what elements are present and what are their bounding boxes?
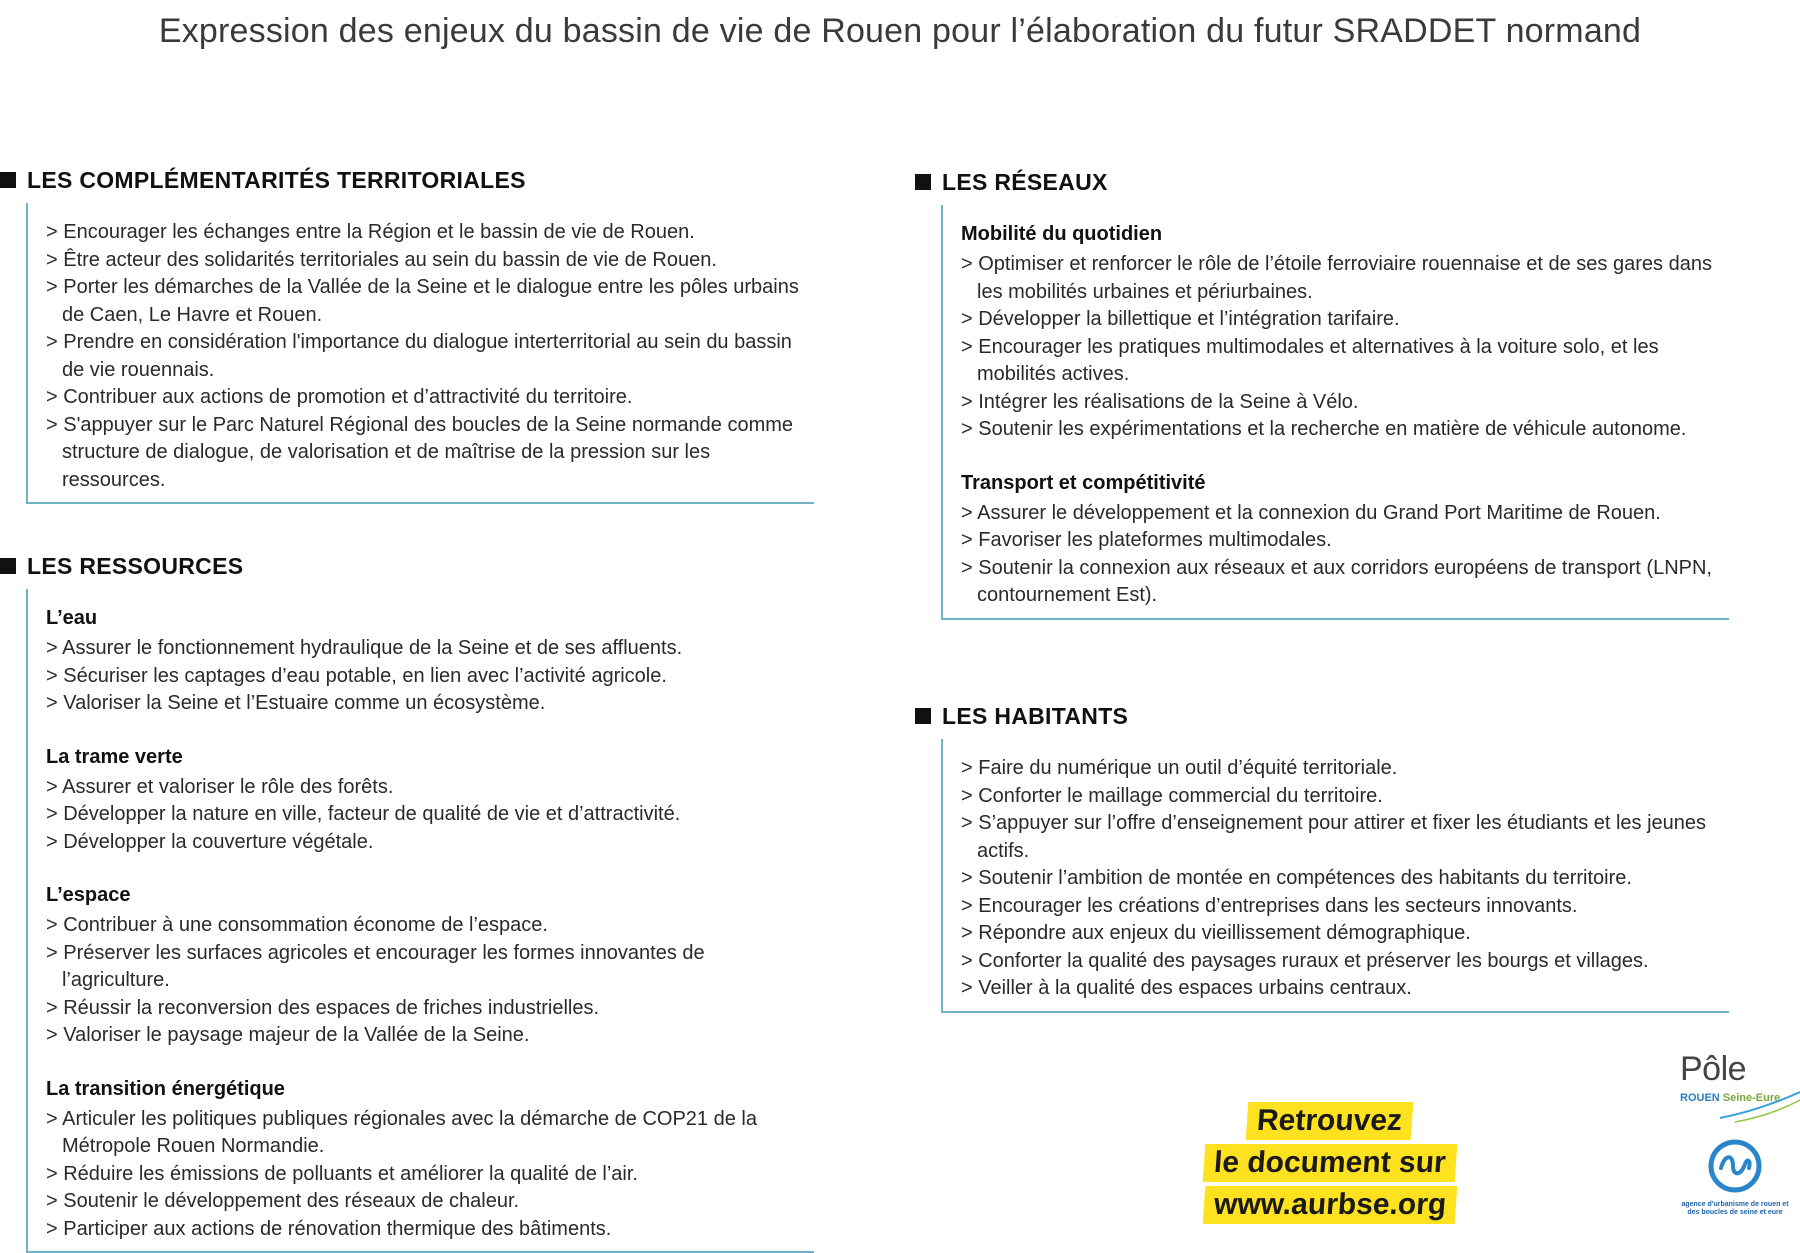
- list-item: > Conforter la qualité des paysages ruraux et préserver les bourgs et villages.: [961, 949, 1649, 972]
- section-heading: [915, 701, 1775, 731]
- list-item: > Valoriser la Seine et l’Estuaire comme un écosystème.: [46, 692, 546, 714]
- list-item: > Répondre aux enjeux du vieillissement démographique.: [961, 922, 1471, 944]
- subsection-eau: [46, 605, 814, 718]
- promo-line: Retrouvez: [1246, 1102, 1414, 1140]
- subsection-title: L’eau: [46, 607, 98, 629]
- section-complementarites: [0, 165, 815, 504]
- list-item: > Porter les démarches de la Vallée de la Seine et le dialogue entre les pôles urbains de Caen, Le Havre et Rouen.: [46, 276, 799, 326]
- wave-icon: [1680, 1050, 1800, 1125]
- list-item: > Veiller à la qualité des espaces urbains centraux.: [961, 977, 1412, 999]
- list-item: > Prendre en considération l'importance du dialogue interterritorial au sein du bassin de vie rouennais.: [46, 331, 792, 381]
- section-heading-text: LES COMPLÉMENTARITÉS TERRITORIALES: [27, 166, 526, 193]
- subsection-transport: [961, 470, 1729, 610]
- item-list: [46, 219, 814, 494]
- subsection-title: La transition énergétique: [46, 1077, 285, 1100]
- list-item: > Conforter le maillage commercial du territoire.: [961, 784, 1383, 807]
- section-heading-text: LES RÉSEAUX: [942, 168, 1108, 195]
- pole-rouen-logo: [1680, 1050, 1800, 1125]
- pole-logo-rouen: ROUEN: [1680, 1092, 1720, 1104]
- list-item: > Soutenir les expérimentations et la recherche en matière de véhicule autonome.: [961, 418, 1687, 440]
- section-box: [26, 589, 814, 1253]
- section-ressources: [0, 551, 815, 1253]
- square-bullet-icon: [0, 558, 16, 574]
- item-list: [961, 755, 1729, 1003]
- promo-link[interactable]: [1200, 1100, 1460, 1226]
- subsection-title: L’espace: [46, 884, 131, 906]
- section-box: [941, 205, 1729, 620]
- promo-url[interactable]: www.aurbse.org: [1203, 1186, 1458, 1224]
- list-item: > Optimiser et renforcer le rôle de l’étoile ferroviaire rouennaise et de ses gares dans les mobilités urbaines et périurbaines.: [961, 253, 1712, 303]
- list-item: > S'appuyer sur le Parc Naturel Régional des boucles de la Seine normande comme structure de dialogue, de valorisation et de maîtrise de la pression sur les ressources.: [46, 413, 794, 491]
- list-item: > Assurer le développement et la connexion du Grand Port Maritime de Rouen.: [961, 501, 1661, 524]
- list-item: > Réduire les émissions de polluants et améliorer la qualité de l’air.: [46, 1162, 638, 1185]
- aurbse-emblem-icon: [1707, 1138, 1763, 1194]
- square-bullet-icon: [915, 708, 931, 724]
- subsection-title: Transport et compétitivité: [961, 471, 1206, 494]
- section-reseaux: [915, 167, 1775, 620]
- aurbse-logo: [1675, 1138, 1795, 1237]
- list-item: > Favoriser les plateformes multimodales.: [961, 529, 1332, 551]
- pole-logo-seine-eure: Seine-Eure: [1722, 1092, 1781, 1104]
- list-item: > Être acteur des solidarités territoriales au sein du bassin de vie de Rouen.: [46, 248, 717, 271]
- aurbse-caption: agence d'urbanisme de rouen et des boucles de seine et eure: [1681, 1201, 1789, 1216]
- subsection-title: Mobilité du quotidien: [961, 223, 1163, 245]
- square-bullet-icon: [915, 174, 931, 190]
- list-item: > Assurer le fonctionnement hydraulique de la Seine et de ses affluents.: [46, 637, 683, 659]
- list-item: > Contribuer à une consommation économe de l’espace.: [46, 914, 548, 936]
- list-item: > Articuler les politiques publiques régionales avec la démarche de COP21 de la Métropole Rouen Normandie.: [46, 1107, 757, 1157]
- list-item: > Préserver les surfaces agricoles et encourager les formes innovantes de l’agriculture.: [46, 941, 705, 991]
- list-item: > Contribuer aux actions de promotion et d’attractivité du territoire.: [46, 386, 633, 408]
- section-heading-text: LES HABITANTS: [942, 702, 1129, 729]
- list-item: > Assurer et valoriser le rôle des forêts.: [46, 775, 394, 798]
- section-heading: [0, 551, 815, 581]
- subsection-mobilite: [961, 221, 1729, 444]
- section-heading: [915, 167, 1775, 197]
- list-item: > Soutenir le développement des réseaux de chaleur.: [46, 1190, 520, 1212]
- list-item: > Sécuriser les captages d’eau potable, en lien avec l’activité agricole.: [46, 664, 667, 687]
- list-item: > Développer la nature en ville, facteur de qualité de vie et d’attractivité.: [46, 803, 681, 825]
- list-item: > Réussir la reconversion des espaces de friches industrielles.: [46, 996, 600, 1019]
- section-box: [26, 203, 814, 504]
- square-bullet-icon: [0, 172, 16, 188]
- section-habitants: [915, 701, 1775, 1013]
- section-heading: [0, 165, 815, 195]
- list-item: > Faire du numérique un outil d’équité territoriale.: [961, 757, 1398, 779]
- pole-logo-word: Pôle: [1680, 1050, 1747, 1088]
- subsection-title: La trame verte: [46, 745, 183, 768]
- page-title: Expression des enjeux du bassin de vie de Rouen pour l’élaboration du futur SRADDET normand: [158, 12, 1642, 50]
- list-item: > Participer aux actions de rénovation thermique des bâtiments.: [46, 1217, 612, 1240]
- list-item: > S’appuyer sur l’offre d’enseignement pour attirer et fixer les étudiants et les jeunes actifs.: [961, 812, 1707, 862]
- list-item: > Soutenir l’ambition de montée en compétences des habitants du territoire.: [961, 867, 1632, 889]
- promo-line: le document sur: [1203, 1144, 1457, 1182]
- list-item: > Encourager les échanges entre la Région et le bassin de vie de Rouen.: [46, 221, 695, 243]
- list-item: > Développer la billettique et l’intégration tarifaire.: [961, 308, 1400, 330]
- list-item: > Encourager les créations d’entreprises dans les secteurs innovants.: [961, 894, 1578, 917]
- list-item: > Valoriser le paysage majeur de la Vallée de la Seine.: [46, 1024, 530, 1046]
- list-item: > Intégrer les réalisations de la Seine à Vélo.: [961, 390, 1359, 413]
- list-item: > Soutenir la connexion aux réseaux et aux corridors européens de transport (LNPN, contournement Est).: [961, 556, 1712, 606]
- subsection-espace: [46, 882, 814, 1050]
- subsection-trame-verte: [46, 744, 814, 857]
- list-item: > Encourager les pratiques multimodales et alternatives à la voiture solo, et les mobilités actives.: [961, 335, 1659, 385]
- list-item: > Développer la couverture végétale.: [46, 830, 374, 853]
- subsection-transition-energetique: [46, 1076, 814, 1244]
- section-box: [941, 739, 1729, 1013]
- section-heading-text: LES RESSOURCES: [27, 552, 244, 579]
